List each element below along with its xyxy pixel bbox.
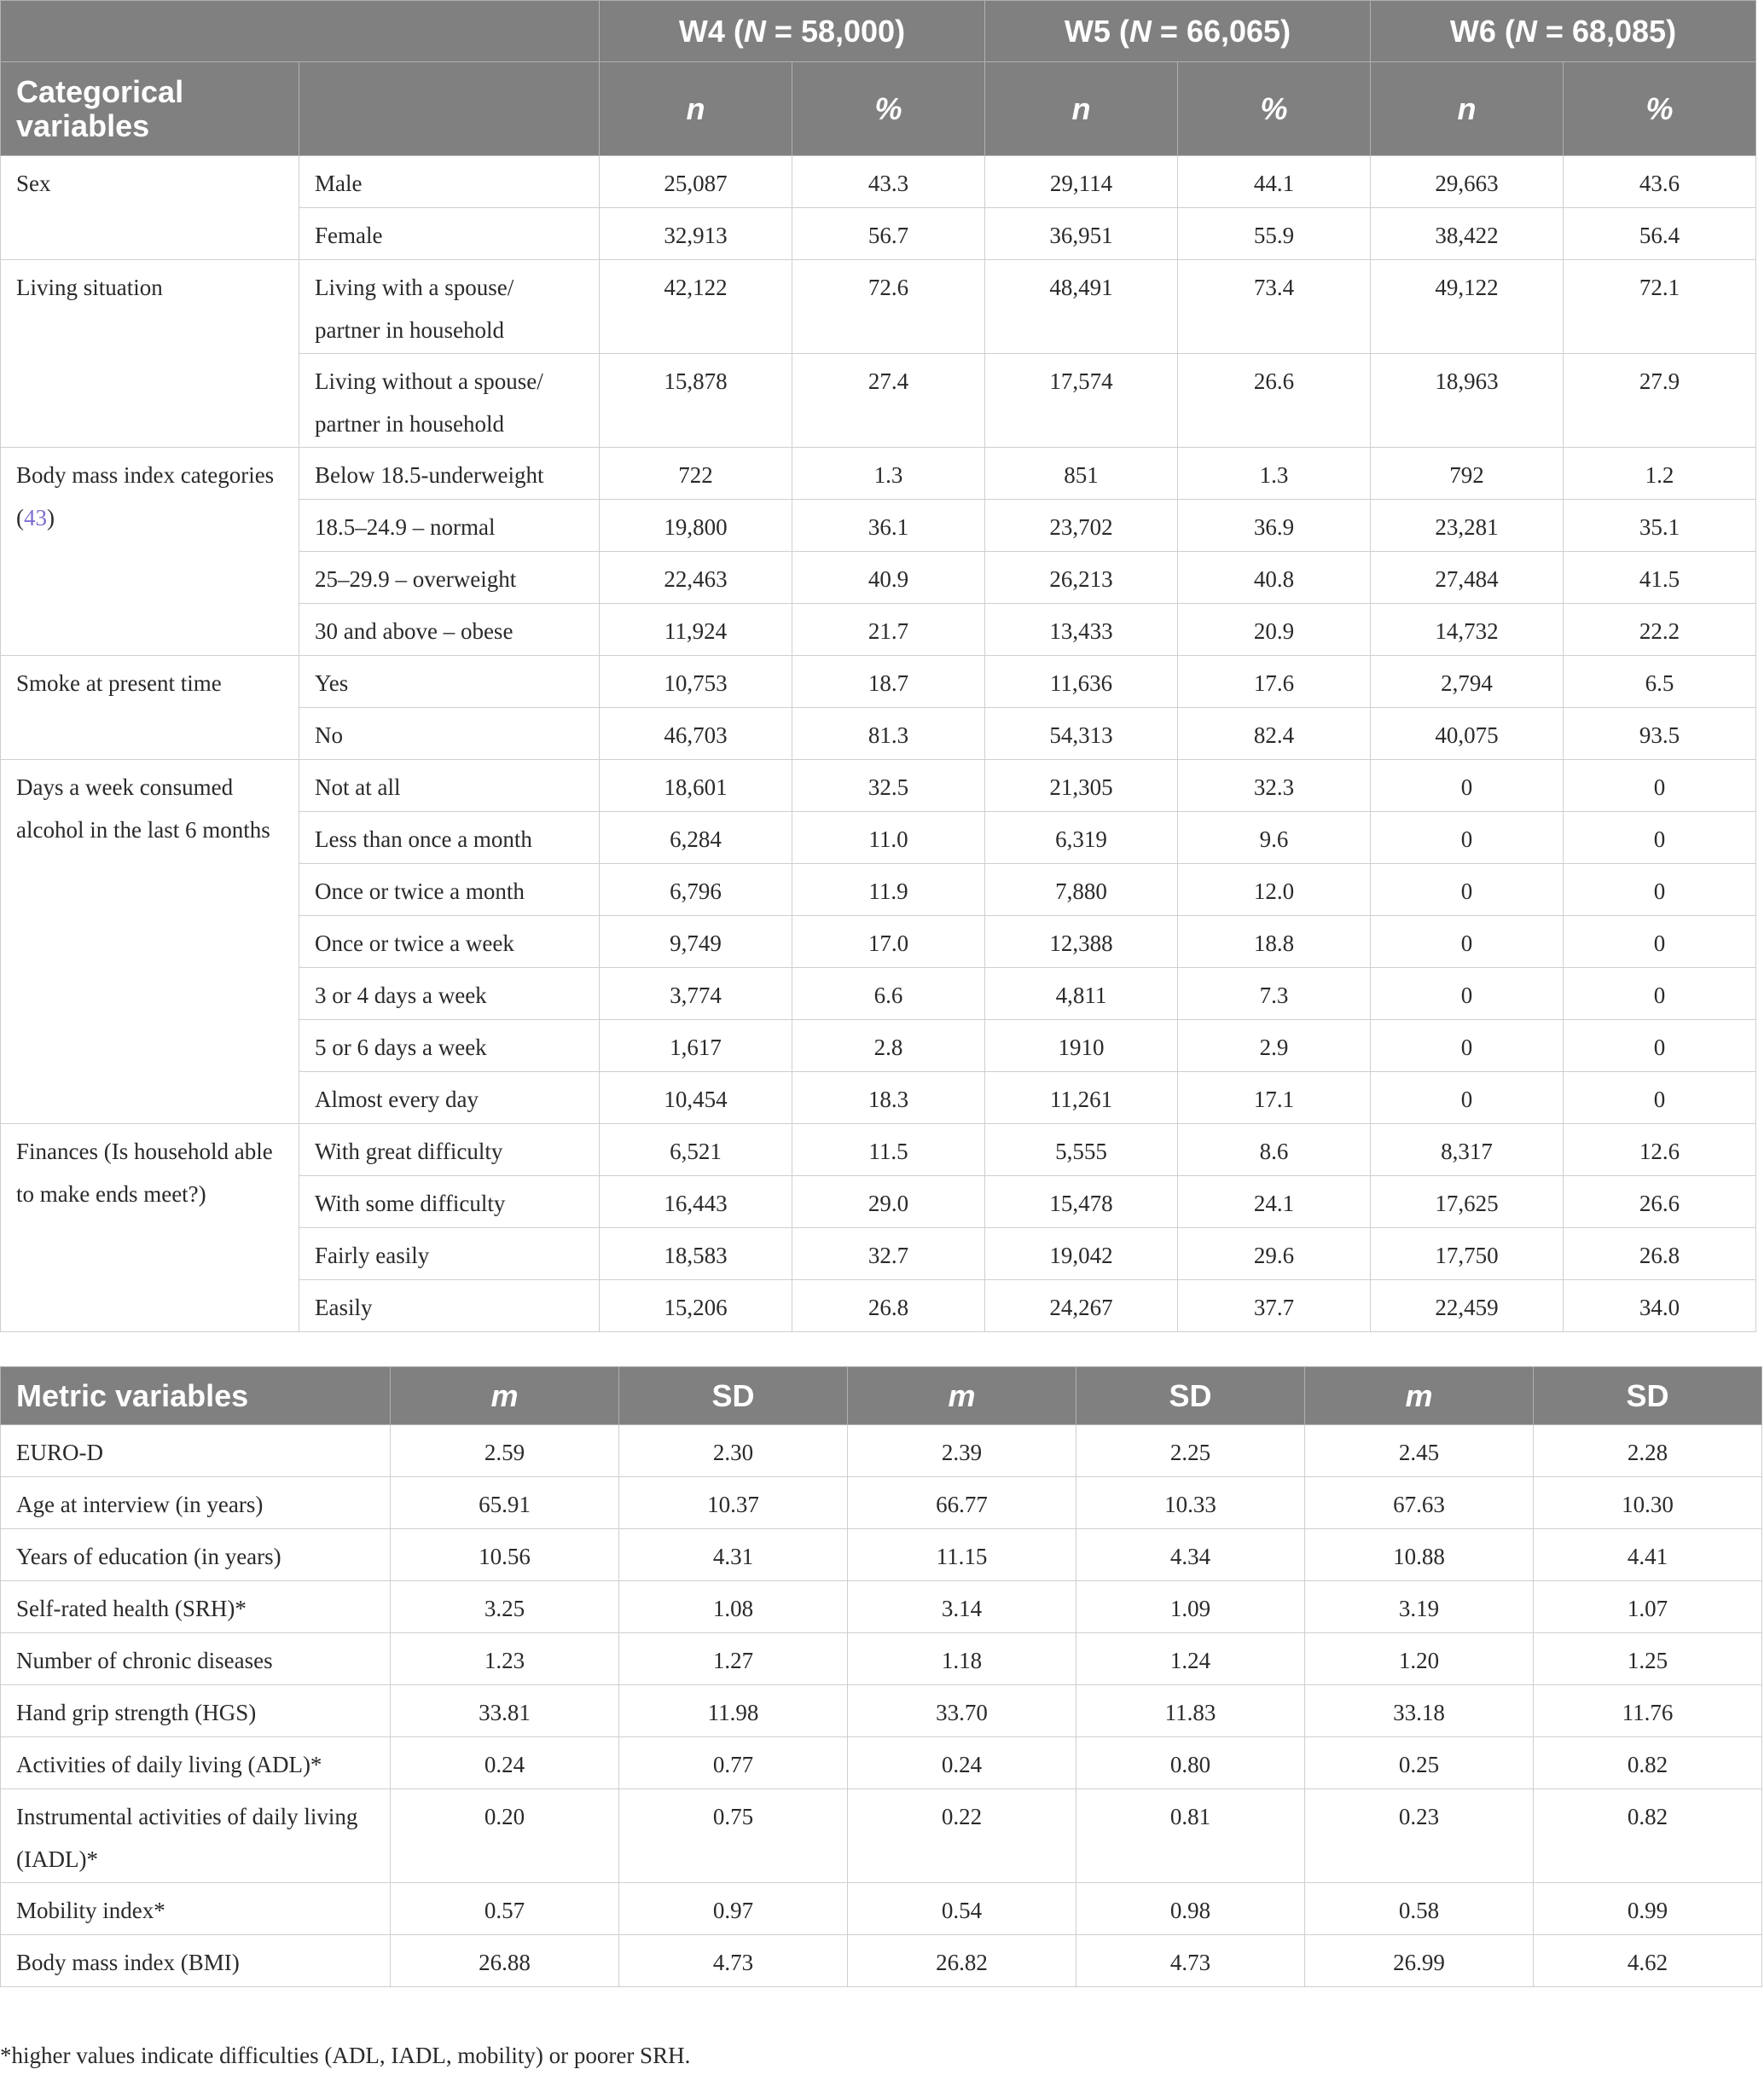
table-row <box>1 1477 1762 1529</box>
category-label: No <box>299 708 600 760</box>
percent-cell: 2.9 <box>1178 1020 1371 1072</box>
percent-cell: 43.6 <box>1564 156 1756 208</box>
percent-cell: 36.1 <box>792 500 985 552</box>
percent-cell: 17.6 <box>1178 656 1371 708</box>
percent-cell: 40.8 <box>1178 552 1371 604</box>
percent-cell: 24.1 <box>1178 1176 1371 1228</box>
mean-cell: 33.81 <box>391 1685 619 1737</box>
group-label-text: Days a week consumed alcohol in the last 6 months <box>16 774 270 843</box>
percent-cell: 1.2 <box>1564 448 1756 500</box>
sd-cell: 0.81 <box>1076 1789 1305 1883</box>
count-cell: 5,555 <box>985 1124 1178 1176</box>
percent-cell: 26.8 <box>792 1280 985 1332</box>
percent-cell: 73.4 <box>1178 260 1371 354</box>
col-header-pct: % <box>1178 62 1371 156</box>
sd-cell: 4.41 <box>1534 1529 1762 1581</box>
mean-cell: 10.56 <box>391 1529 619 1581</box>
category-label: 5 or 6 days a week <box>299 1020 600 1072</box>
count-cell: 22,463 <box>600 552 792 604</box>
count-cell: 6,521 <box>600 1124 792 1176</box>
mean-cell: 33.70 <box>848 1685 1076 1737</box>
sd-cell: 0.80 <box>1076 1737 1305 1789</box>
col-header-sd: SD <box>1076 1367 1305 1425</box>
percent-cell: 0 <box>1564 760 1756 812</box>
count-cell: 36,951 <box>985 208 1178 260</box>
col-header-m: m <box>1305 1367 1534 1425</box>
sd-cell: 1.07 <box>1534 1581 1762 1633</box>
count-cell: 1,617 <box>600 1020 792 1072</box>
percent-cell: 72.1 <box>1564 260 1756 354</box>
table-row <box>1 156 1756 208</box>
mean-cell: 26.99 <box>1305 1935 1534 1987</box>
count-cell: 49,122 <box>1371 260 1564 354</box>
mean-cell: 33.18 <box>1305 1685 1534 1737</box>
mean-cell: 0.57 <box>391 1883 619 1935</box>
percent-cell: 26.6 <box>1178 354 1371 448</box>
percent-cell: 0 <box>1564 812 1756 864</box>
sd-cell: 1.27 <box>619 1633 848 1685</box>
mean-cell: 1.20 <box>1305 1633 1534 1685</box>
wave-header-row <box>1 1 1756 62</box>
percent-cell: 29.0 <box>792 1176 985 1228</box>
table-row <box>1 1124 1756 1176</box>
sd-cell: 4.73 <box>619 1935 848 1987</box>
sd-cell: 0.75 <box>619 1789 848 1883</box>
sd-cell: 4.31 <box>619 1529 848 1581</box>
mean-cell: 0.23 <box>1305 1789 1534 1883</box>
count-cell: 18,583 <box>600 1228 792 1280</box>
column-header-row <box>1 62 1756 156</box>
group-label <box>1 156 299 260</box>
col-header-m: m <box>848 1367 1076 1425</box>
metric-label: Activities of daily living (ADL)* <box>1 1737 391 1789</box>
metric-header-row <box>1 1367 1762 1425</box>
percent-cell: 32.7 <box>792 1228 985 1280</box>
category-label: With great difficulty <box>299 1124 600 1176</box>
sd-cell: 10.33 <box>1076 1477 1305 1529</box>
percent-cell: 18.7 <box>792 656 985 708</box>
percent-cell: 0 <box>1564 1020 1756 1072</box>
sd-cell: 1.08 <box>619 1581 848 1633</box>
table-row <box>1 1789 1762 1883</box>
count-cell: 29,663 <box>1371 156 1564 208</box>
metric-label: Years of education (in years) <box>1 1529 391 1581</box>
percent-cell: 0 <box>1564 916 1756 968</box>
percent-cell: 26.8 <box>1564 1228 1756 1280</box>
percent-cell: 35.1 <box>1564 500 1756 552</box>
table-row <box>1 1883 1762 1935</box>
count-cell: 15,878 <box>600 354 792 448</box>
percent-cell: 44.1 <box>1178 156 1371 208</box>
count-cell: 48,491 <box>985 260 1178 354</box>
mean-cell: 0.58 <box>1305 1883 1534 1935</box>
mean-cell: 26.82 <box>848 1935 1076 1987</box>
percent-cell: 82.4 <box>1178 708 1371 760</box>
mean-cell: 0.25 <box>1305 1737 1534 1789</box>
percent-cell: 17.1 <box>1178 1072 1371 1124</box>
count-cell: 17,574 <box>985 354 1178 448</box>
metric-heading: Metric variables <box>1 1367 391 1425</box>
sd-cell: 10.37 <box>619 1477 848 1529</box>
percent-cell: 11.5 <box>792 1124 985 1176</box>
wave-header-w4: W4 (N = 58,000) <box>600 1 985 62</box>
group-label <box>1 1124 299 1332</box>
table-row <box>1 1633 1762 1685</box>
mean-cell: 26.88 <box>391 1935 619 1987</box>
metric-label: Number of chronic diseases <box>1 1633 391 1685</box>
count-cell: 15,206 <box>600 1280 792 1332</box>
percent-cell: 81.3 <box>792 708 985 760</box>
count-cell: 851 <box>985 448 1178 500</box>
category-label: 30 and above – obese <box>299 604 600 656</box>
count-cell: 6,319 <box>985 812 1178 864</box>
mean-cell: 67.63 <box>1305 1477 1534 1529</box>
percent-cell: 12.0 <box>1178 864 1371 916</box>
percent-cell: 17.0 <box>792 916 985 968</box>
percent-cell: 56.7 <box>792 208 985 260</box>
percent-cell: 0 <box>1564 1072 1756 1124</box>
count-cell: 17,625 <box>1371 1176 1564 1228</box>
mean-cell: 0.24 <box>391 1737 619 1789</box>
group-label: Body mass index categories (43) <box>1 448 299 656</box>
percent-cell: 0 <box>1564 968 1756 1020</box>
percent-cell: 26.6 <box>1564 1176 1756 1228</box>
category-label: Male <box>299 156 600 208</box>
percent-cell: 32.5 <box>792 760 985 812</box>
mean-cell: 0.22 <box>848 1789 1076 1883</box>
group-label-text: Finances (Is household able to make ends meet?) <box>16 1139 273 1207</box>
group-label <box>1 656 299 760</box>
col-header-m: m <box>391 1367 619 1425</box>
category-label: Once or twice a week <box>299 916 600 968</box>
count-cell: 23,281 <box>1371 500 1564 552</box>
mean-cell: 10.88 <box>1305 1529 1534 1581</box>
percent-cell: 6.5 <box>1564 656 1756 708</box>
count-cell: 9,749 <box>600 916 792 968</box>
count-cell: 722 <box>600 448 792 500</box>
sd-cell: 4.62 <box>1534 1935 1762 1987</box>
count-cell: 42,122 <box>600 260 792 354</box>
percent-cell: 43.3 <box>792 156 985 208</box>
category-label: 25–29.9 – overweight <box>299 552 600 604</box>
table-row <box>1 1425 1762 1477</box>
count-cell: 11,261 <box>985 1072 1178 1124</box>
count-cell: 19,800 <box>600 500 792 552</box>
category-label: Fairly easily <box>299 1228 600 1280</box>
metric-label: EURO-D <box>1 1425 391 1477</box>
count-cell: 11,924 <box>600 604 792 656</box>
count-cell: 13,433 <box>985 604 1178 656</box>
mean-cell: 65.91 <box>391 1477 619 1529</box>
percent-cell: 0 <box>1564 864 1756 916</box>
table-row <box>1 1529 1762 1581</box>
mean-cell: 1.18 <box>848 1633 1076 1685</box>
sd-cell: 11.83 <box>1076 1685 1305 1737</box>
table-row <box>1 1685 1762 1737</box>
count-cell: 22,459 <box>1371 1280 1564 1332</box>
category-label: 18.5–24.9 – normal <box>299 500 600 552</box>
count-cell: 0 <box>1371 1020 1564 1072</box>
sd-cell: 11.76 <box>1534 1685 1762 1737</box>
count-cell: 29,114 <box>985 156 1178 208</box>
count-cell: 18,963 <box>1371 354 1564 448</box>
percent-cell: 6.6 <box>792 968 985 1020</box>
count-cell: 0 <box>1371 864 1564 916</box>
mean-cell: 3.19 <box>1305 1581 1534 1633</box>
percent-cell: 27.4 <box>792 354 985 448</box>
percent-cell: 40.9 <box>792 552 985 604</box>
mean-cell: 0.54 <box>848 1883 1076 1935</box>
table-row <box>1 656 1756 708</box>
percent-cell: 32.3 <box>1178 760 1371 812</box>
count-cell: 40,075 <box>1371 708 1564 760</box>
col-header-sd: SD <box>1534 1367 1762 1425</box>
count-cell: 0 <box>1371 1072 1564 1124</box>
mean-cell: 2.59 <box>391 1425 619 1477</box>
count-cell: 23,702 <box>985 500 1178 552</box>
count-cell: 32,913 <box>600 208 792 260</box>
group-label-text: Smoke at present time <box>16 670 222 696</box>
count-cell: 18,601 <box>600 760 792 812</box>
sd-cell: 4.34 <box>1076 1529 1305 1581</box>
category-label: Less than once a month <box>299 812 600 864</box>
col-header-n: n <box>1371 62 1564 156</box>
count-cell: 0 <box>1371 968 1564 1020</box>
percent-cell: 72.6 <box>792 260 985 354</box>
count-cell: 46,703 <box>600 708 792 760</box>
category-label: Yes <box>299 656 600 708</box>
percent-cell: 36.9 <box>1178 500 1371 552</box>
mean-cell: 66.77 <box>848 1477 1076 1529</box>
count-cell: 1910 <box>985 1020 1178 1072</box>
count-cell: 4,811 <box>985 968 1178 1020</box>
count-cell: 21,305 <box>985 760 1178 812</box>
group-label-text: Body mass index categories <box>16 462 275 488</box>
count-cell: 0 <box>1371 916 1564 968</box>
sd-cell: 11.98 <box>619 1685 848 1737</box>
header-blank-cell-2 <box>299 62 600 156</box>
table-footnote: *higher values indicate difficulties (ADL, IADL, mobility) or poorer SRH. <box>0 2043 691 2068</box>
count-cell: 15,478 <box>985 1176 1178 1228</box>
group-label <box>1 760 299 1124</box>
count-cell: 26,213 <box>985 552 1178 604</box>
categorical-heading: Categorical variables <box>1 62 299 156</box>
percent-cell: 34.0 <box>1564 1280 1756 1332</box>
sd-cell: 2.28 <box>1534 1425 1762 1477</box>
mean-cell: 2.45 <box>1305 1425 1534 1477</box>
percent-cell: 93.5 <box>1564 708 1756 760</box>
percent-cell: 37.7 <box>1178 1280 1371 1332</box>
count-cell: 38,422 <box>1371 208 1564 260</box>
count-cell: 12,388 <box>985 916 1178 968</box>
percent-cell: 11.0 <box>792 812 985 864</box>
sd-cell: 4.73 <box>1076 1935 1305 1987</box>
wave-header-w6: W6 (N = 68,085) <box>1371 1 1756 62</box>
table-row <box>1 260 1756 354</box>
sd-cell: 0.82 <box>1534 1737 1762 1789</box>
col-header-n: n <box>600 62 792 156</box>
category-label: With some difficulty <box>299 1176 600 1228</box>
count-cell: 7,880 <box>985 864 1178 916</box>
percent-cell: 20.9 <box>1178 604 1371 656</box>
count-cell: 0 <box>1371 760 1564 812</box>
mean-cell: 11.15 <box>848 1529 1076 1581</box>
col-header-n: n <box>985 62 1178 156</box>
count-cell: 19,042 <box>985 1228 1178 1280</box>
category-label: Almost every day <box>299 1072 600 1124</box>
metric-label: Self-rated health (SRH)* <box>1 1581 391 1633</box>
count-cell: 14,732 <box>1371 604 1564 656</box>
category-label: 3 or 4 days a week <box>299 968 600 1020</box>
metric-label: Instrumental activities of daily living (IADL)* <box>1 1789 391 1883</box>
mean-cell: 3.14 <box>848 1581 1076 1633</box>
metric-label: Body mass index (BMI) <box>1 1935 391 1987</box>
wave-header-w5: W5 (N = 66,065) <box>985 1 1371 62</box>
category-label: Living without a spouse/ partner in household <box>299 354 600 448</box>
percent-cell: 27.9 <box>1564 354 1756 448</box>
metric-variables-table <box>0 1366 1762 1987</box>
sd-cell: 0.77 <box>619 1737 848 1789</box>
table-row <box>1 760 1756 812</box>
count-cell: 25,087 <box>600 156 792 208</box>
count-cell: 792 <box>1371 448 1564 500</box>
sd-cell: 1.09 <box>1076 1581 1305 1633</box>
percent-cell: 1.3 <box>792 448 985 500</box>
category-label: Female <box>299 208 600 260</box>
sd-cell: 0.82 <box>1534 1789 1762 1883</box>
sd-cell: 1.24 <box>1076 1633 1305 1685</box>
percent-cell: 1.3 <box>1178 448 1371 500</box>
count-cell: 17,750 <box>1371 1228 1564 1280</box>
count-cell: 2,794 <box>1371 656 1564 708</box>
sd-cell: 10.30 <box>1534 1477 1762 1529</box>
sd-cell: 1.25 <box>1534 1633 1762 1685</box>
reference-link: 43 <box>24 505 47 530</box>
count-cell: 16,443 <box>600 1176 792 1228</box>
percent-cell: 8.6 <box>1178 1124 1371 1176</box>
count-cell: 8,317 <box>1371 1124 1564 1176</box>
percent-cell: 18.8 <box>1178 916 1371 968</box>
table-row <box>1 1581 1762 1633</box>
percent-cell: 2.8 <box>792 1020 985 1072</box>
table-row <box>1 448 1756 500</box>
percent-cell: 7.3 <box>1178 968 1371 1020</box>
category-label: Easily <box>299 1280 600 1332</box>
count-cell: 3,774 <box>600 968 792 1020</box>
mean-cell: 0.24 <box>848 1737 1076 1789</box>
col-header-pct: % <box>1564 62 1756 156</box>
mean-cell: 0.20 <box>391 1789 619 1883</box>
percent-cell: 12.6 <box>1564 1124 1756 1176</box>
metric-label: Age at interview (in years) <box>1 1477 391 1529</box>
group-label-text: Sex <box>16 171 51 196</box>
category-label: Living with a spouse/ partner in household <box>299 260 600 354</box>
sd-cell: 0.99 <box>1534 1883 1762 1935</box>
count-cell: 6,284 <box>600 812 792 864</box>
count-cell: 54,313 <box>985 708 1178 760</box>
percent-cell: 22.2 <box>1564 604 1756 656</box>
count-cell: 24,267 <box>985 1280 1178 1332</box>
category-label: Below 18.5-underweight <box>299 448 600 500</box>
percent-cell: 55.9 <box>1178 208 1371 260</box>
col-header-pct: % <box>792 62 985 156</box>
count-cell: 6,796 <box>600 864 792 916</box>
count-cell: 27,484 <box>1371 552 1564 604</box>
mean-cell: 2.39 <box>848 1425 1076 1477</box>
group-label-text: Living situation <box>16 275 163 300</box>
category-label: Not at all <box>299 760 600 812</box>
category-label: Once or twice a month <box>299 864 600 916</box>
percent-cell: 56.4 <box>1564 208 1756 260</box>
count-cell: 0 <box>1371 812 1564 864</box>
percent-cell: 41.5 <box>1564 552 1756 604</box>
count-cell: 10,753 <box>600 656 792 708</box>
count-cell: 11,636 <box>985 656 1178 708</box>
percent-cell: 18.3 <box>792 1072 985 1124</box>
table-row <box>1 1737 1762 1789</box>
percent-cell: 21.7 <box>792 604 985 656</box>
metric-label: Mobility index* <box>1 1883 391 1935</box>
sd-cell: 2.25 <box>1076 1425 1305 1477</box>
percent-cell: 29.6 <box>1178 1228 1371 1280</box>
table-row <box>1 1935 1762 1987</box>
group-label <box>1 260 299 448</box>
percent-cell: 9.6 <box>1178 812 1371 864</box>
metric-label: Hand grip strength (HGS) <box>1 1685 391 1737</box>
count-cell: 10,454 <box>600 1072 792 1124</box>
percent-cell: 11.9 <box>792 864 985 916</box>
sd-cell: 0.97 <box>619 1883 848 1935</box>
mean-cell: 3.25 <box>391 1581 619 1633</box>
sd-cell: 2.30 <box>619 1425 848 1477</box>
mean-cell: 1.23 <box>391 1633 619 1685</box>
sd-cell: 0.98 <box>1076 1883 1305 1935</box>
col-header-sd: SD <box>619 1367 848 1425</box>
header-blank-cell <box>1 1 600 62</box>
